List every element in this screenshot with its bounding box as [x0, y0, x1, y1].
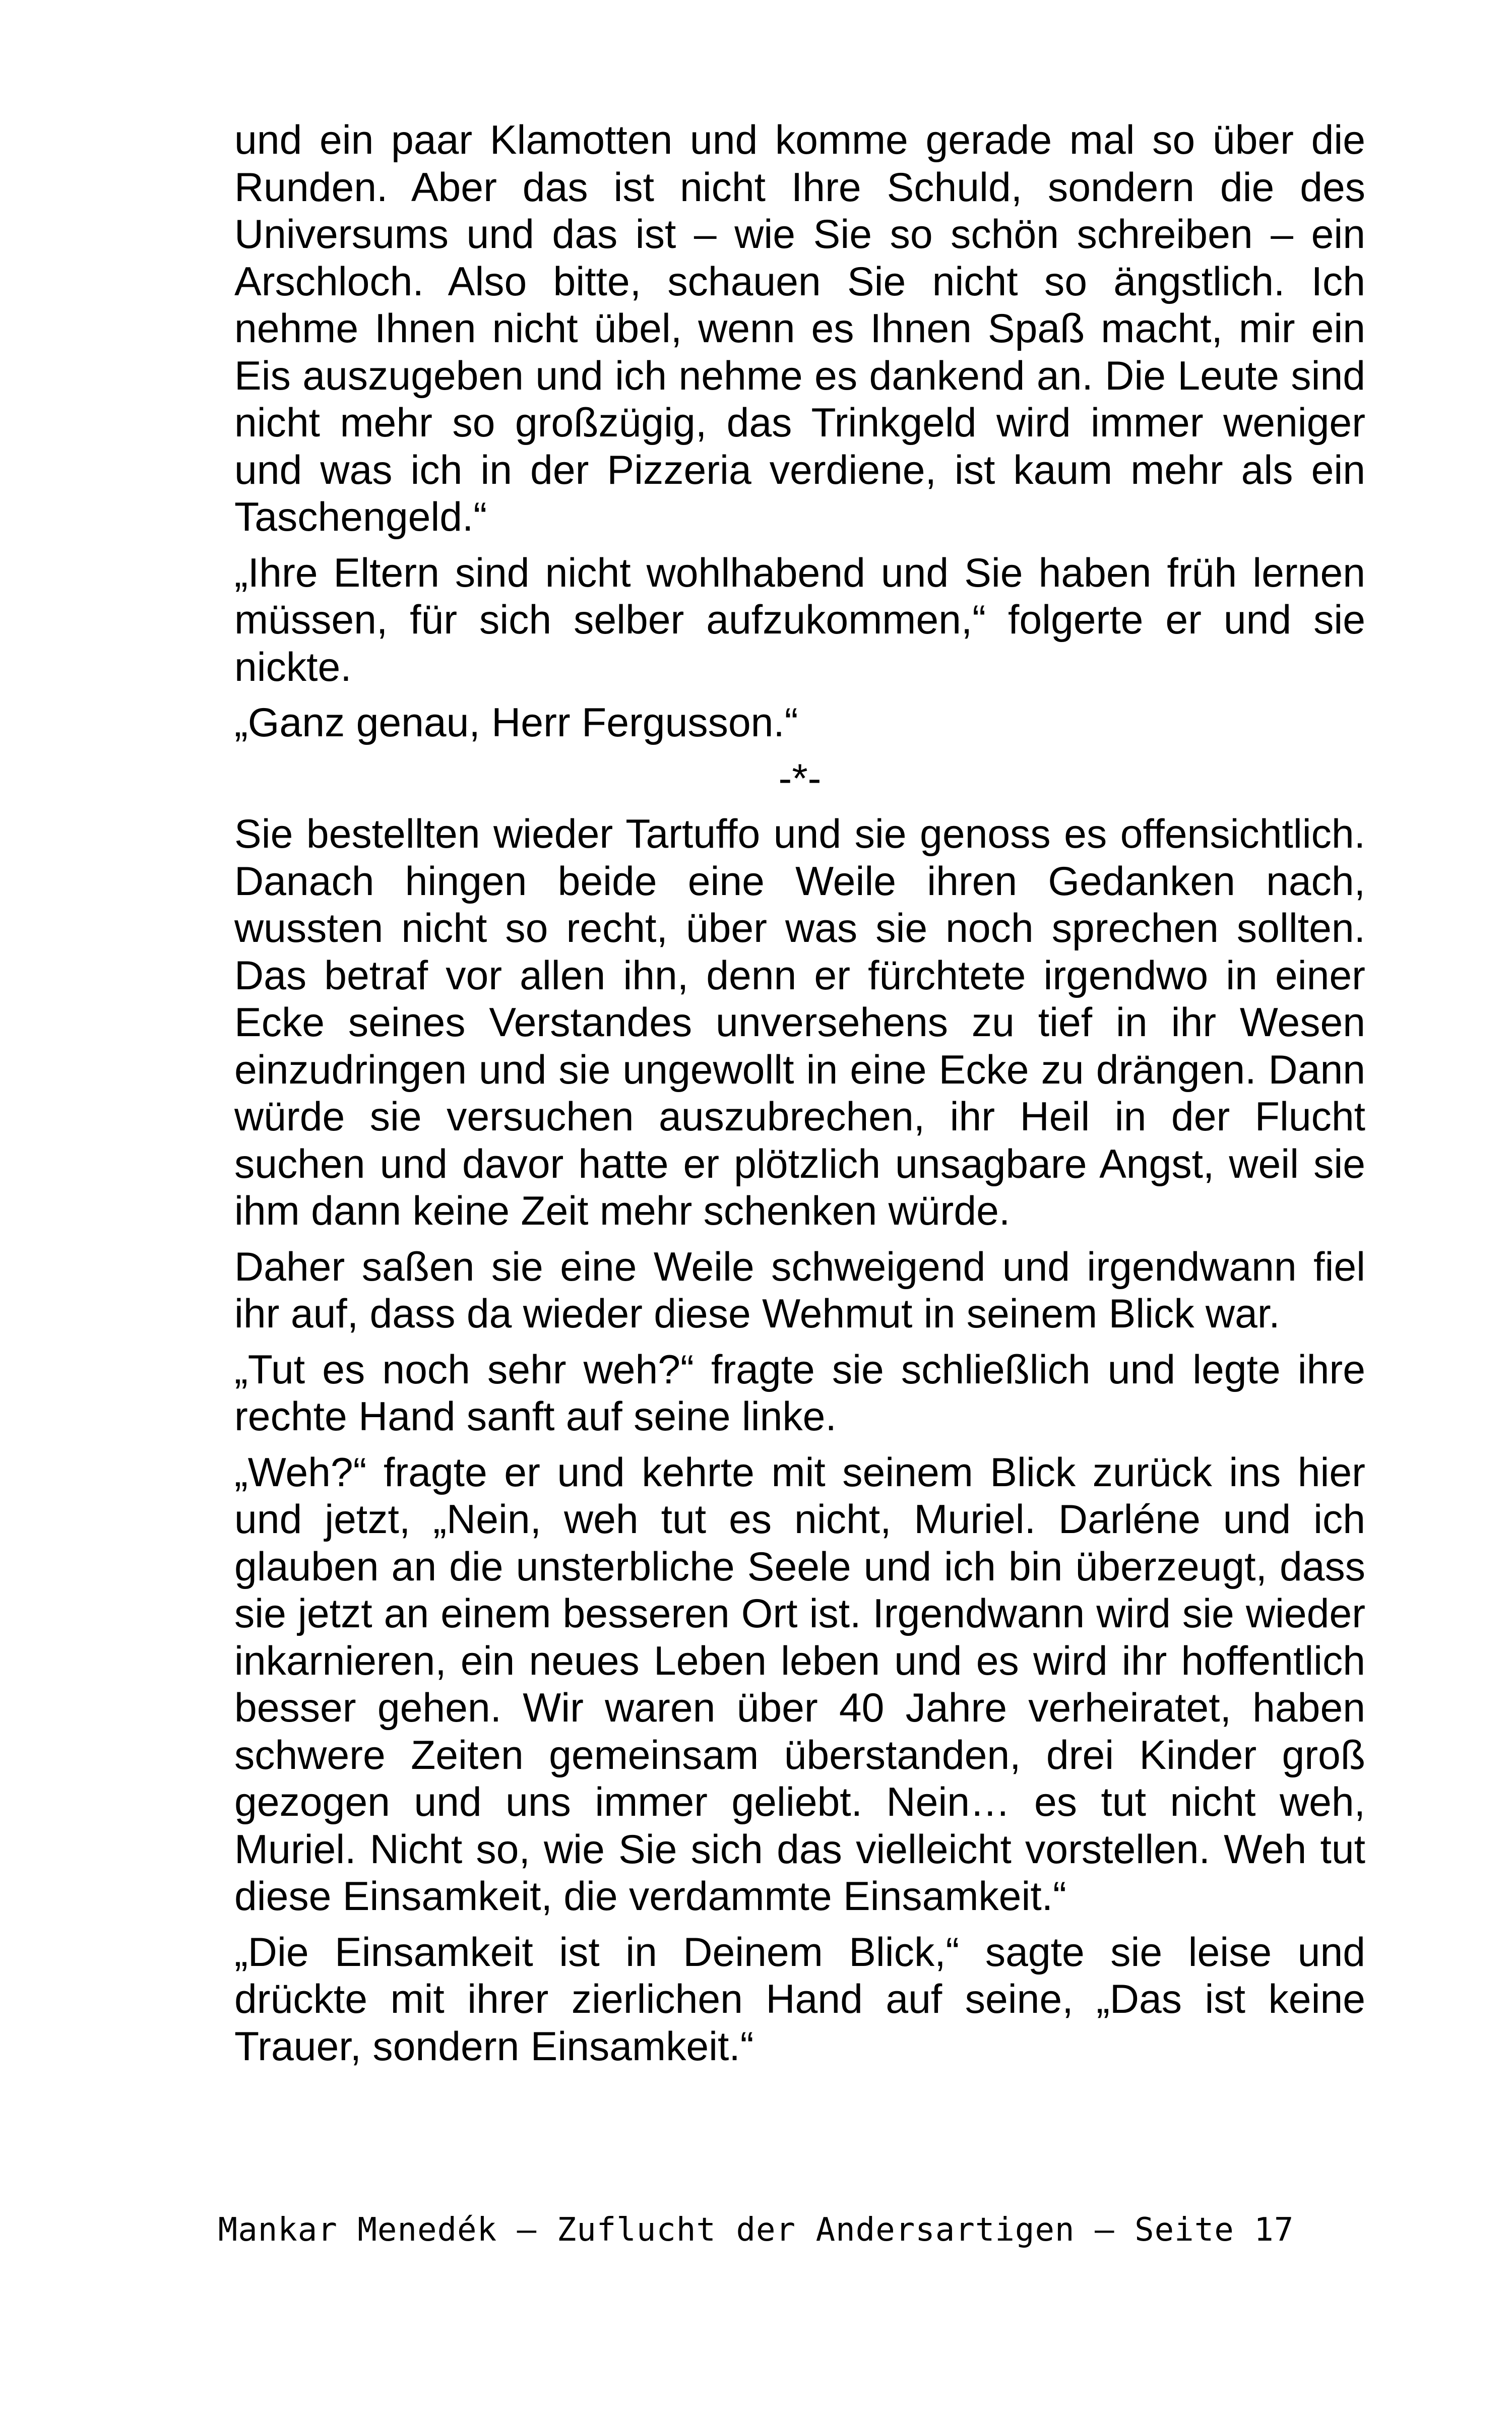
paragraph-5: Daher saßen sie eine Weile schweigend und irgendwann fiel ihr auf, dass da wieder diese Wehmut in seinem Blick war.	[234, 1244, 1365, 1337]
section-separator: -*-	[778, 755, 822, 801]
paragraph-1: und ein paar Klamotten und komme gerade mal so über die Runden. Aber das ist nicht Ihre Schuld, sondern die des Universums und das ist – wie Sie so schön schreiben – ein Arschloch. Also bitte, schauen Sie nicht so ängstlich. Ich nehme Ihnen nicht übel, wenn es Ihnen Spaß macht, mir ein Eis auszugeben und ich nehme es dankend an. Die Leute sind nicht mehr so großzügig, das Trinkgeld wird immer weniger und was ich in der Pizzeria verdiene, ist kaum mehr als ein Taschengeld.“	[234, 117, 1365, 540]
paragraph-2: „Ihre Eltern sind nicht wohlhabend und Sie haben früh lernen müssen, für sich selber aufzukommen,“ folgerte er und sie nickte.	[234, 550, 1365, 690]
paragraph-6: „Tut es noch sehr weh?“ fragte sie schließlich und legte ihre rechte Hand sanft auf seine linke.	[234, 1347, 1365, 1439]
paragraph-4: Sie bestellten wieder Tartuffo und sie genoss es offensichtlich. Danach hingen beide eine Weile ihren Gedanken nach, wussten nicht so recht, über was sie noch sprechen sollten. Das betraf vor allen ihn, denn er fürchtete irgendwo in einer Ecke seines Verstandes unversehens zu tief in ihr Wesen einzudringen und sie ungewollt in eine Ecke zu drängen. Dann würde sie versuchen auszubrechen, ihr Heil in der Flucht suchen und davor hatte er plötzlich unsagbare Angst, weil sie ihm dann keine Zeit mehr schenken würde.	[234, 811, 1365, 1234]
body-text	[234, 117, 1365, 2079]
paragraph-7: „Weh?“ fragte er und kehrte mit seinem Blick zurück ins hier und jetzt, „Nein, weh tut es nicht, Muriel. Darléne und ich glauben an die unsterbliche Seele und ich bin überzeugt, dass sie jetzt an einem besseren Ort ist. Irgendwann wird sie wieder inkarnieren, ein neues Leben leben und es wird ihr hoffentlich besser gehen. Wir waren über 40 Jahre verheiratet, haben schwere Zeiten gemeinsam überstanden, drei Kinder groß gezogen und uns immer geliebt. Nein… es tut nicht weh, Muriel. Nicht so, wie Sie sich das vielleicht vorstellen. Weh tut diese Einsamkeit, die verdammte Einsamkeit.“	[234, 1449, 1365, 1919]
paragraph-8: „Die Einsamkeit ist in Deinem Blick,“ sagte sie leise und drückte mit ihrer zierlichen Hand auf seine, „Das ist keine Trauer, sondern Einsamkeit.“	[234, 1929, 1365, 2069]
page-footer: Mankar Menedék – Zuflucht der Andersartigen – Seite 17	[218, 2211, 1294, 2249]
paragraph-3: „Ganz genau, Herr Fergusson.“	[234, 700, 798, 745]
